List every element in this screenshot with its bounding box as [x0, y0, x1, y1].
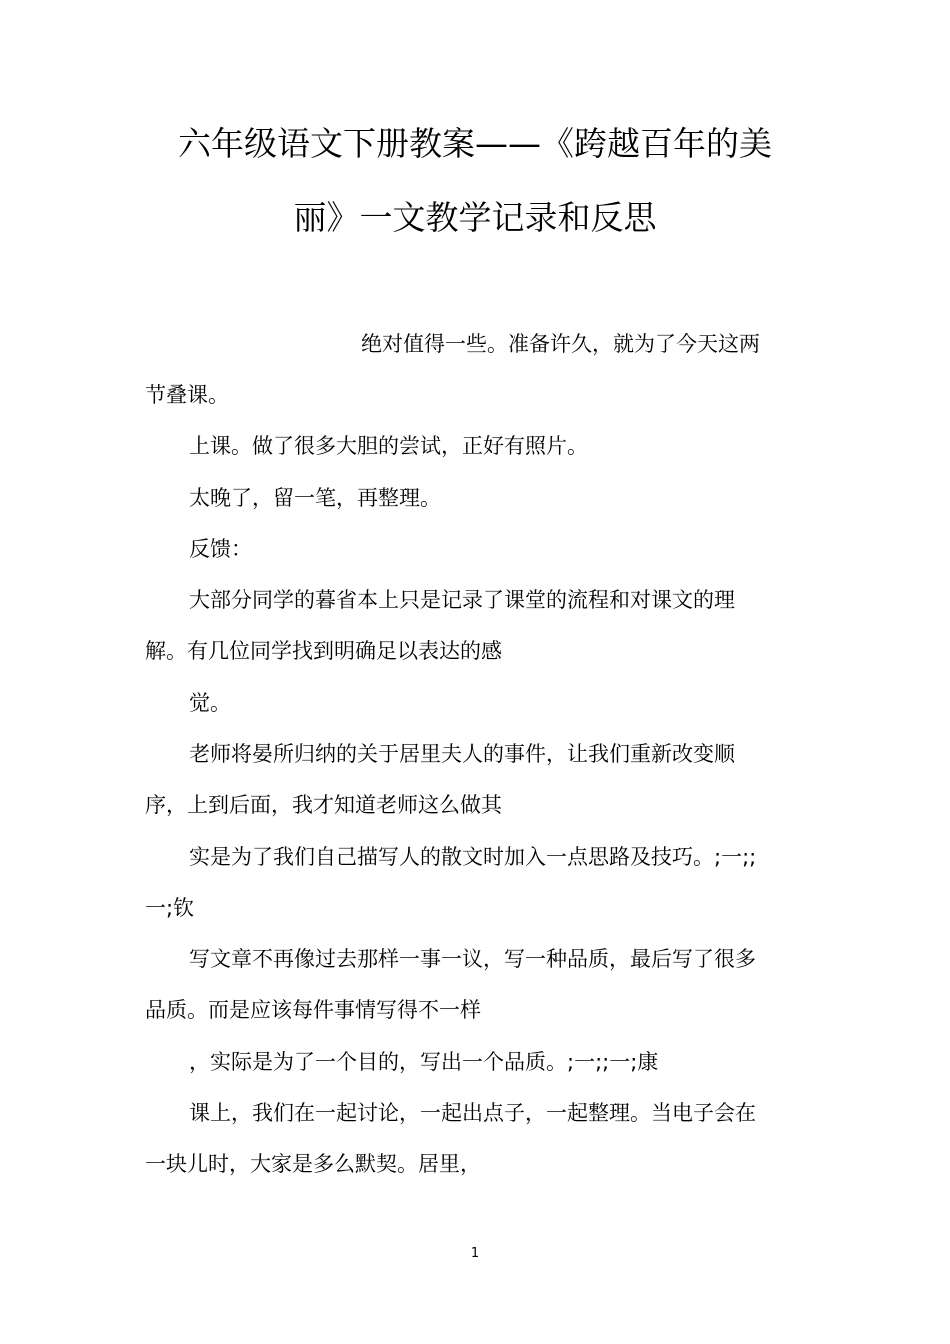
body-line: 大部分同学的暮省本上只是记录了课堂的流程和对课文的理	[189, 588, 735, 612]
body-line: 解。有几位同学找到明确足以表达的感	[145, 639, 502, 663]
page-number: 1	[470, 1246, 480, 1261]
body-line: 实是为了我们自己描写人的散文时加入一点思路及技巧。;一;;	[189, 845, 757, 869]
document-title-line-2: 丽》一文教学记录和反思	[293, 198, 657, 237]
body-line: 老师将晏所归纳的关于居里夫人的事件，让我们重新改变顺	[189, 742, 735, 766]
body-line: 品质。而是应该每件事情写得不一样	[145, 998, 481, 1022]
body-line: 节叠课。	[145, 383, 229, 407]
body-line: 一块儿时，大家是多么默契。居里，	[145, 1152, 481, 1176]
body-line: 绝对值得一些。准备许久，就为了今天这两	[361, 332, 760, 356]
body-line: ，实际是为了一个目的，写出一个品质。;一;;一;康	[189, 1050, 659, 1074]
body-line: 一;钦	[145, 896, 195, 920]
body-line: 反馈：	[189, 537, 252, 561]
body-line: 课上，我们在一起讨论，一起出点子，一起整理。当电子会在	[189, 1101, 756, 1125]
body-line: 太晚了，留一笔，再整理。	[189, 486, 441, 510]
body-line: 序，上到后面，我才知道老师这么做其	[145, 793, 502, 817]
document-title-line-1: 六年级语文下册教案——《跨越百年的美	[178, 124, 772, 163]
body-line: 上课。做了很多大胆的尝试，正好有照片。	[189, 434, 588, 458]
body-line: 写文章不再像过去那样一事一议，写一种品质，最后写了很多	[189, 947, 756, 971]
body-line: 觉。	[189, 691, 231, 715]
